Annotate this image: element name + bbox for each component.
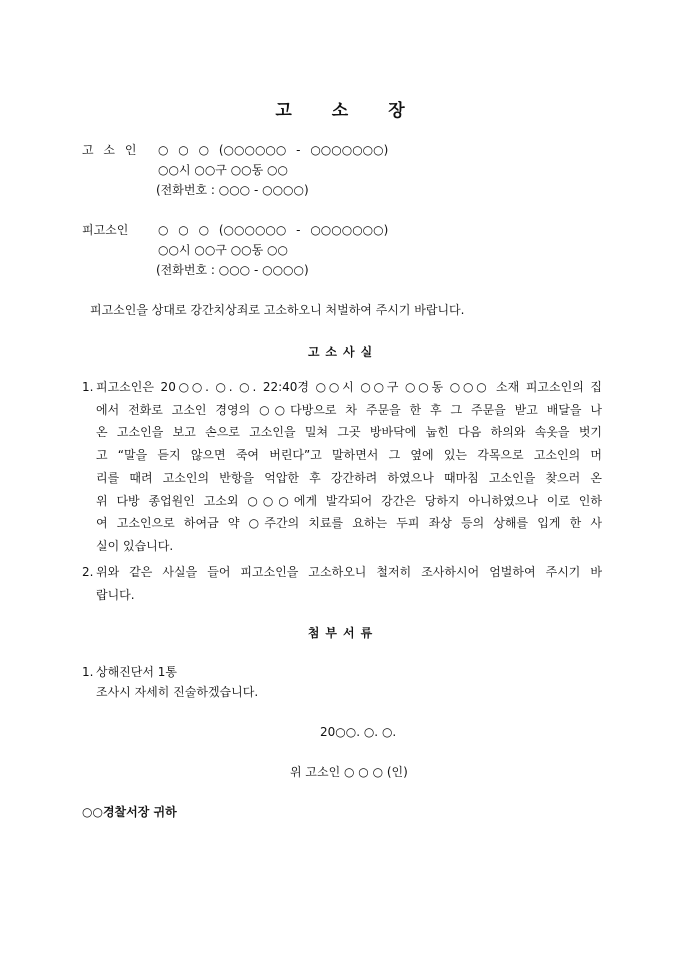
complainant-signature: 위 고소인 ○ ○ ○ (인) (290, 765, 408, 779)
fact-line: 위 다방 종업원인 고소외 ○○○에게 발각되어 강간은 당하지 아니하였으나 이로 인하 (96, 493, 602, 508)
statement-note: 조사시 자세히 진술하겠습니다. (96, 685, 259, 699)
accused-name-line: ○ ○ ○ (○○○○○○ - ○○○○○○○) (158, 223, 389, 237)
fact-number: 2. (82, 565, 94, 579)
addressee: ○○경찰서장 귀하 (82, 805, 177, 819)
attachments-heading: 첨부서류 (307, 626, 379, 640)
complainant-name-line: ○ ○ ○ (○○○○○○ - ○○○○○○○) (158, 143, 389, 157)
attachment-item: 상해진단서 1통 (96, 665, 178, 679)
fact-line: 온 고소인을 보고 손으로 고소인을 밀쳐 그곳 방바닥에 눕힌 다음 하의와 속옷을 벗기 (96, 425, 602, 440)
fact-line: 피고소인은 20○○. ○. ○. 22:40경 ○○시 ○○구 ○○동 ○○○ 소재 피고소인의 집 (96, 380, 602, 394)
complaint-purpose: 피고소인을 상대로 강간치상죄로 고소하오니 처벌하여 주시기 바랍니다. (90, 303, 465, 317)
accused-phone: (전화번호 : ○○○ - ○○○○) (156, 263, 309, 277)
fact-paragraph-2 (82, 561, 602, 606)
accused-address: ○○시 ○○구 ○○동 ○○ (158, 243, 288, 257)
fact-line: 고 “말을 듣지 않으면 죽여 버린다”고 말하면서 그 옆에 있는 각목으로 고소인의 머 (96, 448, 602, 463)
complainant-phone: (전화번호 : ○○○ - ○○○○) (156, 183, 309, 197)
complainant-address: ○○시 ○○구 ○○동 ○○ (158, 163, 288, 177)
complaint-date: 20○○. ○. ○. (320, 725, 397, 739)
complainant-label: 고 소 인 (82, 143, 140, 157)
fact-line: 위와 같은 사실을 들어 피고소인을 고소하오니 철저히 조사하시어 엄벌하여 주시기 바 (96, 565, 602, 579)
fact-line: 리를 때려 고소인의 반항을 억압한 후 강간하려 하였으나 때마침 고소인을 찾으러 온 (96, 470, 602, 485)
document-title: 고소장 (275, 101, 445, 121)
fact-line: 실이 있습니다. (96, 538, 174, 553)
attachment-number: 1. (82, 665, 94, 679)
facts-heading: 고소사실 (307, 345, 379, 359)
fact-line: 랍니다. (96, 587, 135, 602)
fact-paragraph-1 (82, 376, 602, 558)
accused-label: 피고소인 (82, 223, 129, 237)
fact-line: 에서 전화로 고소인 경영의 ○○다방으로 차 주문을 한 후 그 주문을 받고 배달을 나 (96, 402, 602, 417)
fact-line: 여 고소인으로 하여금 약 ○주간의 치료를 요하는 두피 좌상 등의 상해를 입게 한 사 (96, 516, 602, 531)
fact-number: 1. (82, 380, 94, 394)
